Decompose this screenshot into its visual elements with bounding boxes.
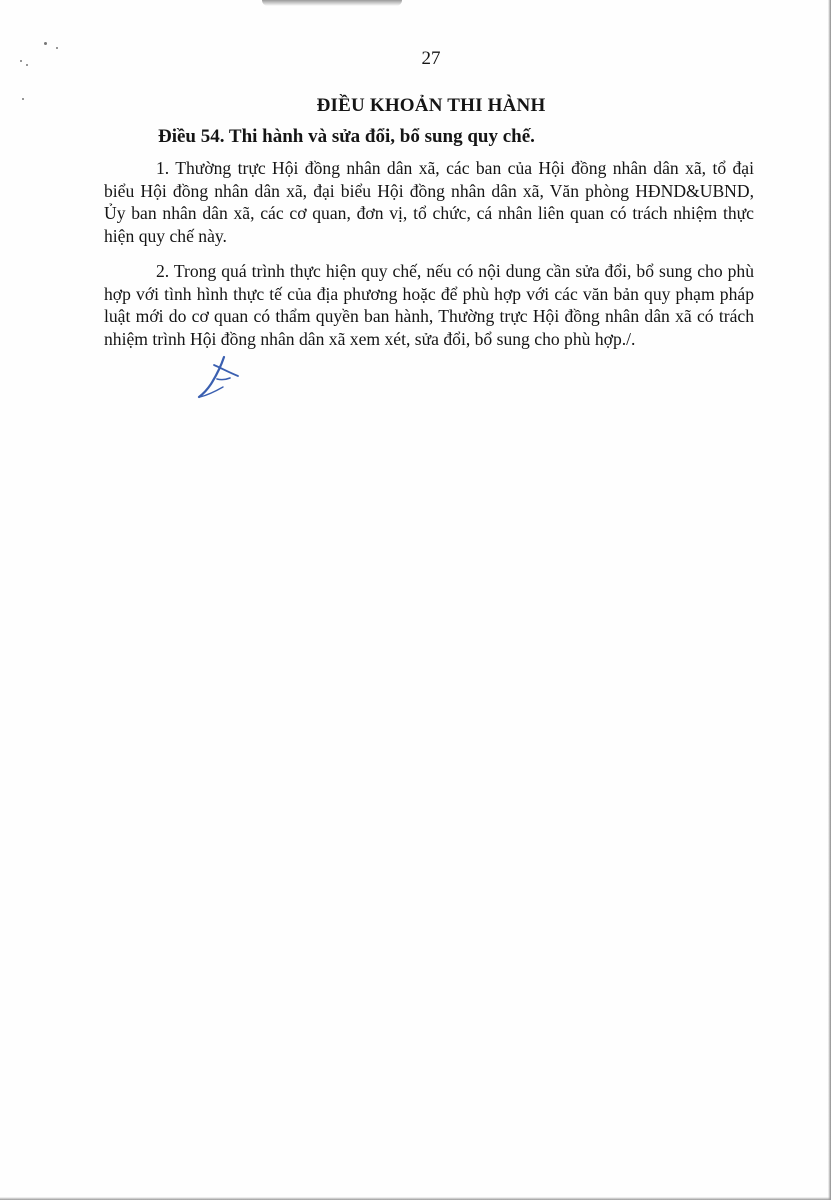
scan-speck — [44, 42, 47, 45]
scan-shadow-top — [262, 0, 402, 6]
page-number: 27 — [421, 48, 441, 69]
paragraph-2: 2. Trong quá trình thực hiện quy chế, nếu có nội dung cần sửa đổi, bổ sung cho phù hợp với tình hình thực tế của địa phương hoặc để phù hợp với các văn bản quy phạm pháp luật mới do cơ quan có thẩm quyền ban hành, Thường trực Hội đồng nhân dân xã có trách nhiệm trình Hội đồng nhân dân xã xem xét, sửa đổi, bổ sung cho phù hợp./. — [104, 261, 754, 349]
section-title: ĐIỀU KHOẢN THI HÀNH — [316, 95, 546, 116]
article-title: Điều 54. Thi hành và sửa đổi, bổ sung quy chế. — [158, 126, 535, 147]
paragraph-1: 1. Thường trực Hội đồng nhân dân xã, các ban của Hội đồng nhân dân xã, tổ đại biểu Hội đồng nhân dân xã, đại biểu Hội đồng nhân dân xã, Văn phòng HĐND&UBND, Ủy ban nhân dân xã, các cơ quan, đơn vị, tổ chức, cá nhân liên quan có trách nhiệm thực hiện quy chế này. — [104, 158, 754, 246]
signature-icon — [194, 354, 244, 400]
